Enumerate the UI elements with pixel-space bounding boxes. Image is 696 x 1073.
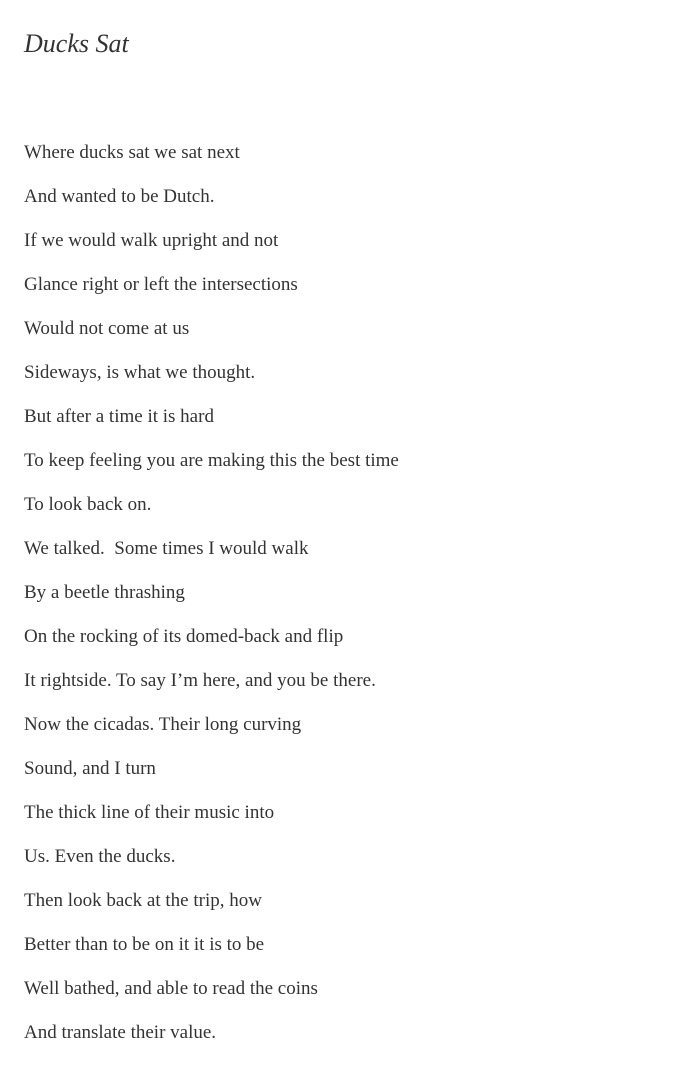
poem-line: But after a time it is hard [24,406,214,427]
poem-line: Us. Even the ducks. [24,846,176,867]
poem-line: And translate their value. [24,1022,217,1043]
poem-line: It rightside. To say I’m here, and you be there. [24,670,376,691]
poem-line: To look back on. [24,494,152,515]
poem-line: Glance right or left the intersections [24,274,298,295]
poem-body [24,141,672,1065]
poem-line: The thick line of their music into [24,802,275,823]
poem-line: Would not come at us [24,318,190,339]
poem-line: To keep feeling you are making this the best time [24,450,399,471]
poem-line: By a beetle thrashing [24,582,185,603]
poem-line: On the rocking of its domed-back and flip [24,626,344,647]
poem-line: If we would walk upright and not [24,230,279,251]
poem-title: Ducks Sat [24,29,129,58]
poem-line: Better than to be on it it is to be [24,934,265,955]
poem-line: And wanted to be Dutch. [24,186,215,207]
poem-line: Then look back at the trip, how [24,890,262,911]
poem-line: Sound, and I turn [24,758,156,779]
poem-line: Sideways, is what we thought. [24,362,256,383]
poem-line: We talked. Some times I would walk [24,538,309,559]
poem-line: Well bathed, and able to read the coins [24,978,318,999]
poem-page [24,0,672,1043]
poem-line: Now the cicadas. Their long curving [24,714,302,735]
poem-line: Where ducks sat we sat next [24,142,240,163]
